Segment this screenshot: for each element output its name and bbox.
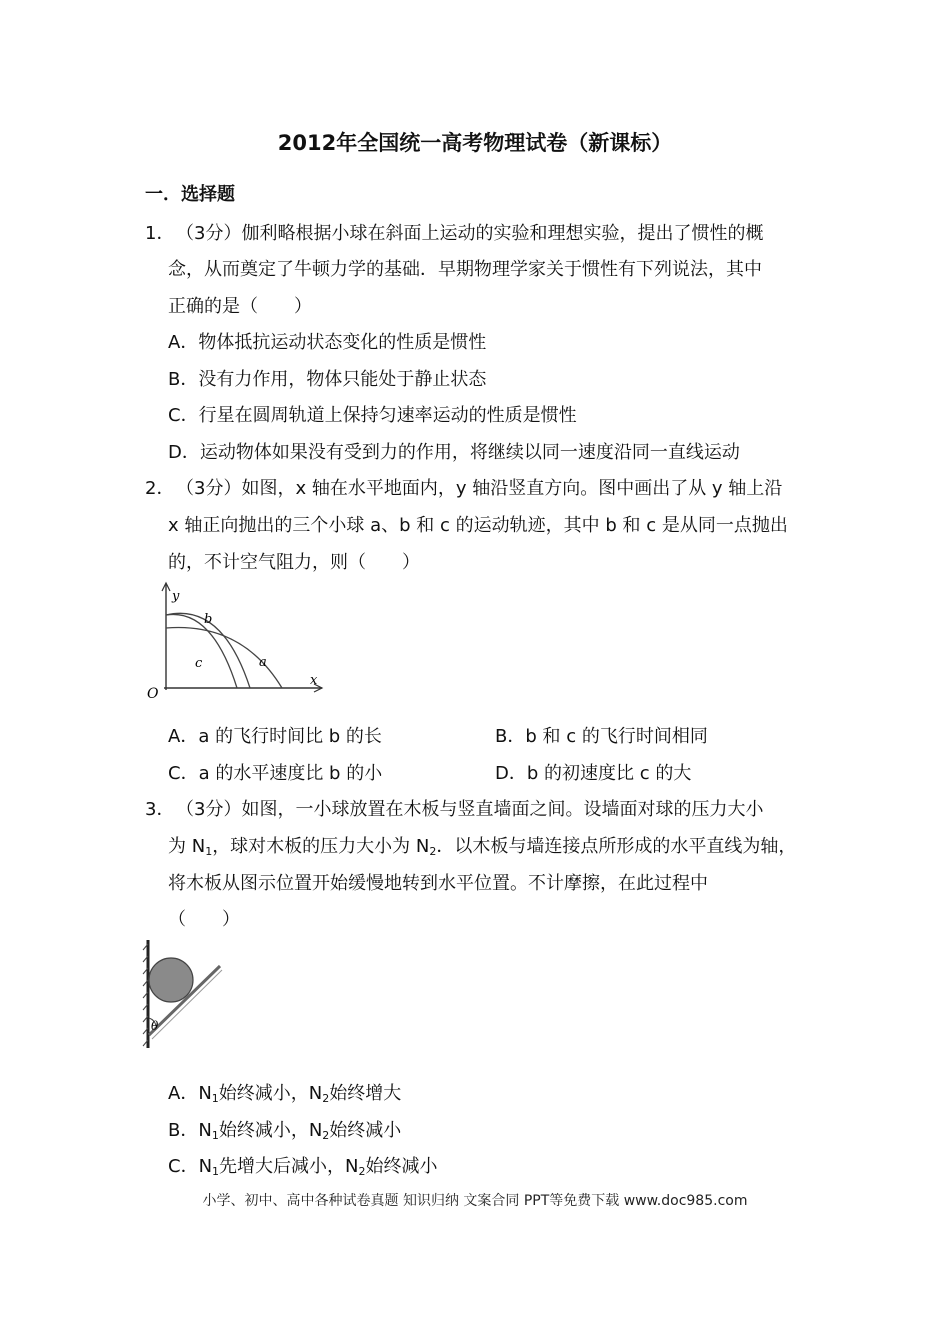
y-axis-label: y [172, 589, 180, 604]
theta-label: θ [151, 1019, 159, 1033]
trajectory-c [166, 614, 237, 688]
question-1-line-1: （3分）伽利略根据小球在斜面上运动的实验和理想实验，提出了惯性的概 [176, 223, 764, 244]
question-1-line-3: 正确的是（ ） [168, 296, 312, 317]
question-1-line-2: 念，从而奠定了牛顿力学的基础．早期物理学家关于惯性有下列说法，其中 [168, 259, 762, 280]
question-2-option-c: C．a 的水平速度比 b 的小 [168, 763, 383, 784]
question-3-number: 3． [145, 799, 175, 820]
ball-board-figure [140, 938, 230, 1053]
question-1-option-a: A．物体抵抗运动状态变化的性质是惯性 [168, 332, 487, 353]
question-2-number: 2． [145, 478, 175, 499]
question-3-line-4: （ ） [168, 909, 240, 930]
question-1-number: 1． [145, 223, 175, 244]
trajectory-b-label: b [204, 612, 213, 627]
question-3-option-c: C．$N_1$先增大后减小，$N_2$始终减小 [168, 1156, 438, 1178]
question-3-line-2: 为 $N_1$，球对木板的压力大小为 $N_2$．以木板与墙连接点所形成的水平直线为轴， [168, 836, 797, 858]
origin-label: O [147, 686, 159, 702]
page-title: 2012年全国统一高考物理试卷（新课标） [277, 131, 673, 155]
ball [149, 958, 193, 1002]
page-footer: 小学、初中、高中各种试卷真题 知识归纳 文案合同 PPT等免费下载 www.doc985.com [202, 1193, 748, 1209]
question-3-option-b: B．$N_1$始终减小，$N_2$始终减小 [168, 1120, 402, 1142]
question-3-option-a: A．$N_1$始终减小，$N_2$始终增大 [168, 1083, 402, 1105]
question-2-option-a: A．a 的飞行时间比 b 的长 [168, 726, 382, 747]
trajectory-a-label: a [259, 655, 267, 670]
question-3-line-3: 将木板从图示位置开始缓慢地转到水平位置。不计摩擦，在此过程中 [168, 873, 708, 894]
trajectory-figure [142, 580, 332, 705]
trajectory-c-label: c [195, 656, 203, 671]
question-1-option-b: B．没有力作用，物体只能处于静止状态 [168, 369, 487, 390]
question-1-option-d: D．运动物体如果没有受到力的作用，将继续以同一速度沿同一直线运动 [168, 442, 740, 463]
question-2-option-b: B．b 和 c 的飞行时间相同 [495, 726, 708, 747]
question-2-line-1: （3分）如图，x 轴在水平地面内，y 轴沿竖直方向。图中画出了从 y 轴上沿 [176, 478, 783, 499]
question-2-option-d: D．b 的初速度比 c 的大 [495, 763, 692, 784]
question-2-line-3: 的，不计空气阻力，则（ ） [168, 552, 420, 573]
section-heading: 一．选择题 [145, 184, 235, 205]
question-1-option-c: C．行星在圆周轨道上保持匀速率运动的性质是惯性 [168, 405, 577, 426]
x-axis-label: x [310, 673, 318, 688]
question-2-line-2: x 轴正向抛出的三个小球 a、b 和 c 的运动轨迹，其中 b 和 c 是从同一点抛出 [168, 515, 788, 536]
question-3-line-1: （3分）如图，一小球放置在木板与竖直墙面之间。设墙面对球的压力大小 [176, 799, 764, 820]
